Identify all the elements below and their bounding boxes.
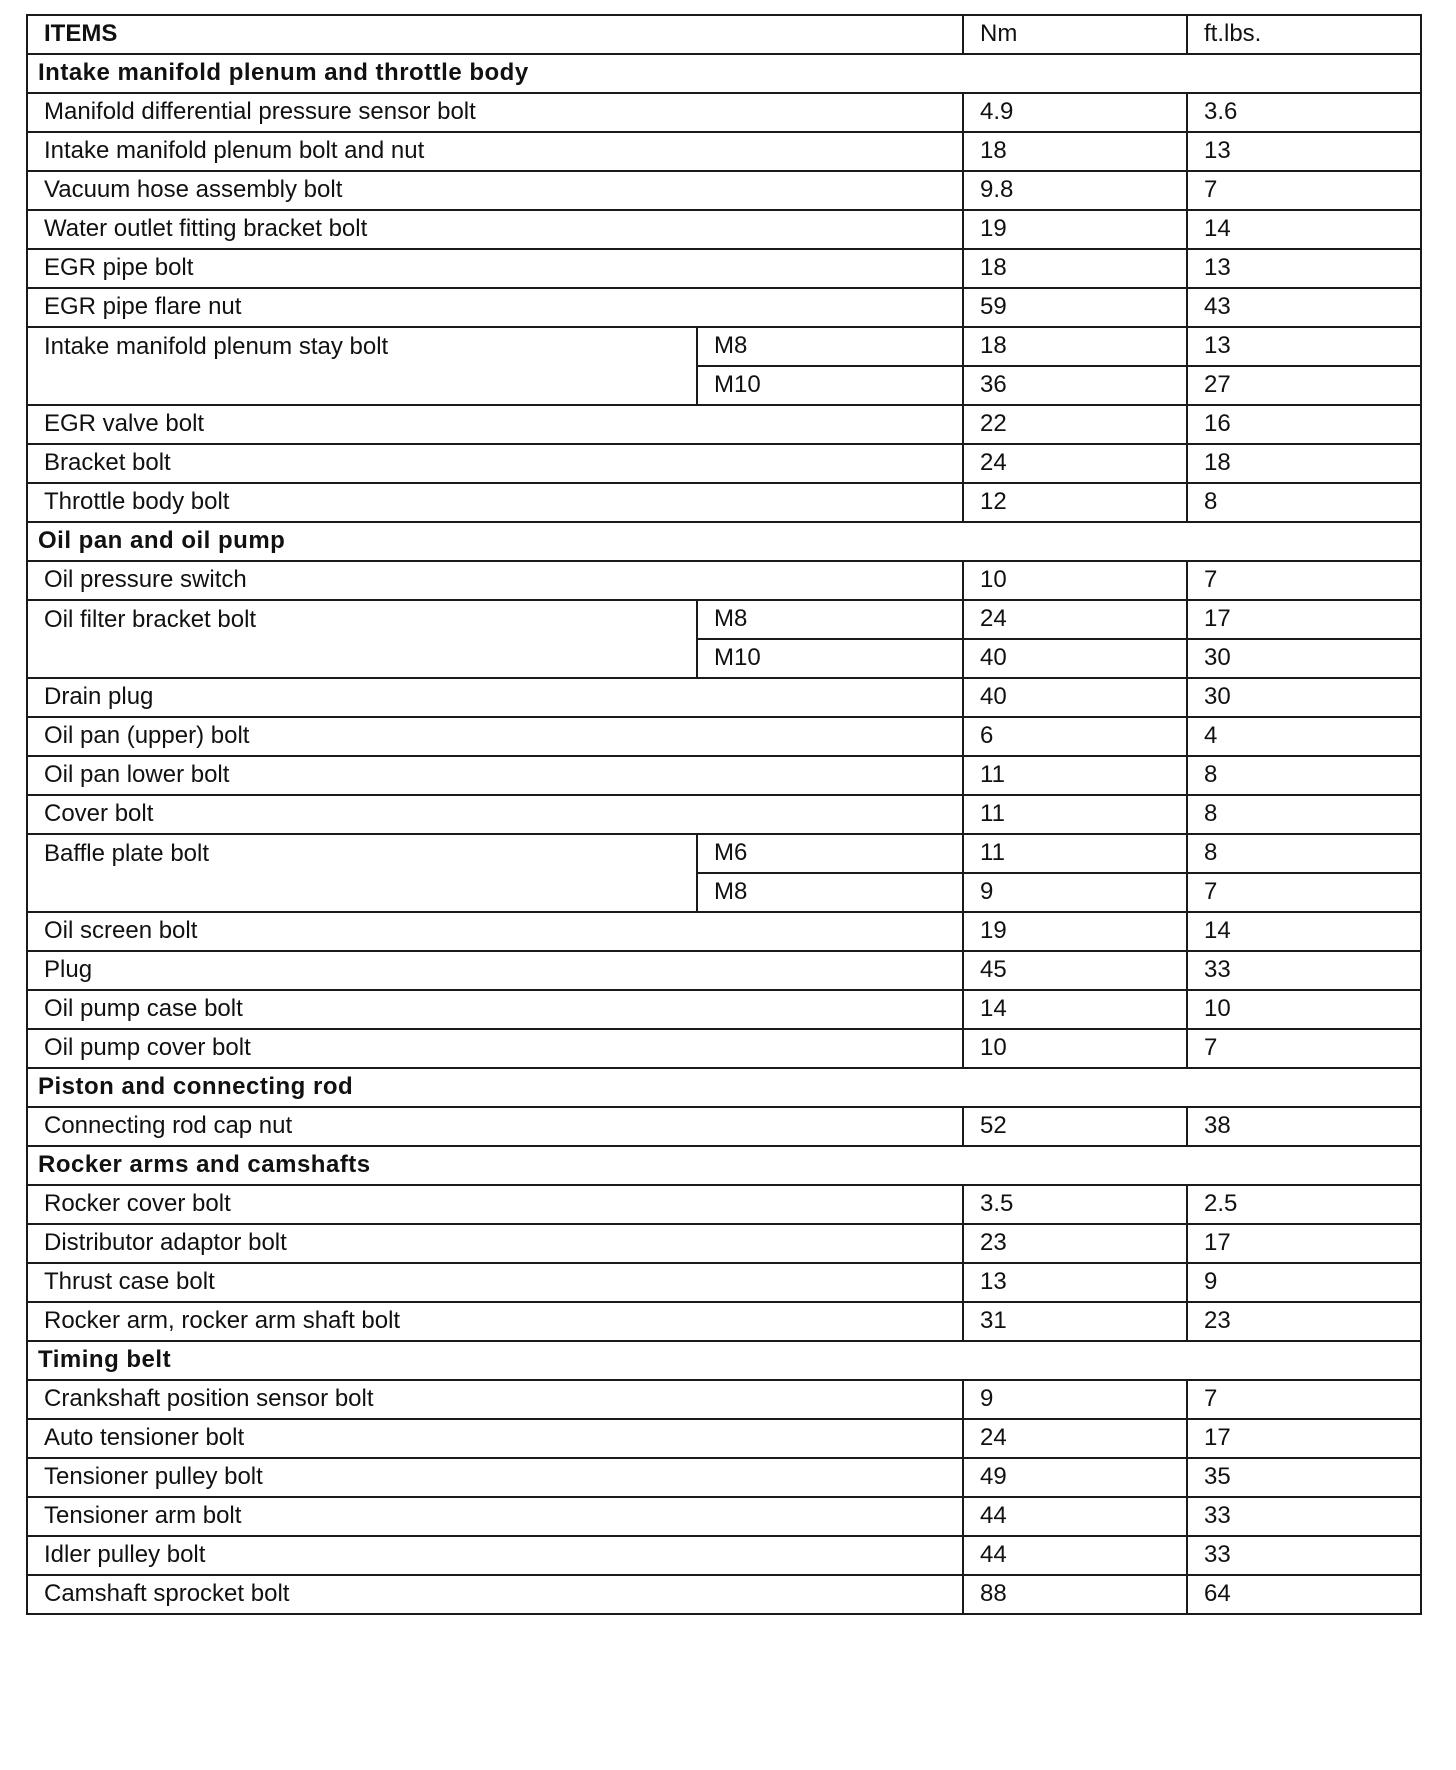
- section-title: Oil pan and oil pump: [27, 522, 1421, 561]
- header-ftlbs: ft.lbs.: [1187, 15, 1421, 54]
- table-row: [27, 756, 1421, 795]
- ftlbs-cell: 16: [1187, 405, 1421, 444]
- item-cell: Auto tensioner bolt: [27, 1419, 963, 1458]
- section-title: Intake manifold plenum and throttle body: [27, 54, 1421, 93]
- table-row: [27, 1224, 1421, 1263]
- ftlbs-cell: 43: [1187, 288, 1421, 327]
- table-row: [27, 951, 1421, 990]
- item-cell: Cover bolt: [27, 795, 963, 834]
- ftlbs-cell: 8: [1187, 834, 1421, 873]
- nm-cell: 10: [963, 1029, 1187, 1068]
- item-cell: EGR pipe flare nut: [27, 288, 963, 327]
- table-row: [27, 561, 1421, 600]
- section-title: Timing belt: [27, 1341, 1421, 1380]
- table-row: [27, 1497, 1421, 1536]
- nm-cell: 18: [963, 132, 1187, 171]
- ftlbs-cell: 33: [1187, 1536, 1421, 1575]
- item-cell: Tensioner pulley bolt: [27, 1458, 963, 1497]
- item-cell: Oil pan lower bolt: [27, 756, 963, 795]
- header-items: ITEMS: [27, 15, 963, 54]
- nm-cell: 14: [963, 990, 1187, 1029]
- size-cell: M8: [697, 873, 963, 912]
- item-cell: Crankshaft position sensor bolt: [27, 1380, 963, 1419]
- size-cell: M8: [697, 600, 963, 639]
- section-row: [27, 1068, 1421, 1107]
- ftlbs-cell: 33: [1187, 951, 1421, 990]
- ftlbs-cell: 14: [1187, 912, 1421, 951]
- item-cell: Distributor adaptor bolt: [27, 1224, 963, 1263]
- item-cell: Oil pan (upper) bolt: [27, 717, 963, 756]
- table-row: [27, 912, 1421, 951]
- table-header-row: [27, 15, 1421, 54]
- item-cell: Oil pressure switch: [27, 561, 963, 600]
- table-row: [27, 132, 1421, 171]
- item-cell: Throttle body bolt: [27, 483, 963, 522]
- ftlbs-cell: 8: [1187, 756, 1421, 795]
- nm-cell: 22: [963, 405, 1187, 444]
- torque-spec-table-body: [27, 15, 1421, 1614]
- size-cell: M6: [697, 834, 963, 873]
- table-row: [27, 1302, 1421, 1341]
- nm-cell: 11: [963, 795, 1187, 834]
- table-row: [27, 1107, 1421, 1146]
- table-row: [27, 171, 1421, 210]
- table-row: [27, 834, 1421, 873]
- item-cell: Oil screen bolt: [27, 912, 963, 951]
- item-cell: Oil pump case bolt: [27, 990, 963, 1029]
- nm-cell: 40: [963, 678, 1187, 717]
- nm-cell: 9: [963, 873, 1187, 912]
- table-row: [27, 1419, 1421, 1458]
- section-title: Rocker arms and camshafts: [27, 1146, 1421, 1185]
- ftlbs-cell: 38: [1187, 1107, 1421, 1146]
- ftlbs-cell: 30: [1187, 639, 1421, 678]
- table-row: [27, 1536, 1421, 1575]
- ftlbs-cell: 4: [1187, 717, 1421, 756]
- nm-cell: 3.5: [963, 1185, 1187, 1224]
- section-row: [27, 1341, 1421, 1380]
- table-row: [27, 1185, 1421, 1224]
- nm-cell: 18: [963, 249, 1187, 288]
- nm-cell: 10: [963, 561, 1187, 600]
- section-title: Piston and connecting rod: [27, 1068, 1421, 1107]
- item-cell: Bracket bolt: [27, 444, 963, 483]
- item-cell: Intake manifold plenum bolt and nut: [27, 132, 963, 171]
- table-row: [27, 1380, 1421, 1419]
- section-row: [27, 54, 1421, 93]
- ftlbs-cell: 7: [1187, 1029, 1421, 1068]
- nm-cell: 6: [963, 717, 1187, 756]
- table-row: [27, 1575, 1421, 1614]
- item-cell: Baffle plate bolt: [27, 834, 697, 912]
- ftlbs-cell: 3.6: [1187, 93, 1421, 132]
- size-cell: M10: [697, 639, 963, 678]
- nm-cell: 11: [963, 834, 1187, 873]
- header-nm: Nm: [963, 15, 1187, 54]
- table-row: [27, 483, 1421, 522]
- table-row: [27, 444, 1421, 483]
- torque-spec-table: [26, 14, 1422, 1615]
- item-cell: Plug: [27, 951, 963, 990]
- ftlbs-cell: 7: [1187, 873, 1421, 912]
- table-row: [27, 93, 1421, 132]
- ftlbs-cell: 7: [1187, 561, 1421, 600]
- section-row: [27, 522, 1421, 561]
- ftlbs-cell: 2.5: [1187, 1185, 1421, 1224]
- nm-cell: 52: [963, 1107, 1187, 1146]
- nm-cell: 88: [963, 1575, 1187, 1614]
- ftlbs-cell: 9: [1187, 1263, 1421, 1302]
- table-row: [27, 249, 1421, 288]
- nm-cell: 24: [963, 444, 1187, 483]
- table-row: [27, 678, 1421, 717]
- nm-cell: 9.8: [963, 171, 1187, 210]
- size-cell: M8: [697, 327, 963, 366]
- ftlbs-cell: 27: [1187, 366, 1421, 405]
- item-cell: Rocker cover bolt: [27, 1185, 963, 1224]
- nm-cell: 4.9: [963, 93, 1187, 132]
- ftlbs-cell: 8: [1187, 483, 1421, 522]
- item-cell: Oil filter bracket bolt: [27, 600, 697, 678]
- table-row: [27, 405, 1421, 444]
- nm-cell: 12: [963, 483, 1187, 522]
- nm-cell: 49: [963, 1458, 1187, 1497]
- nm-cell: 45: [963, 951, 1187, 990]
- ftlbs-cell: 7: [1187, 1380, 1421, 1419]
- table-row: [27, 210, 1421, 249]
- ftlbs-cell: 13: [1187, 132, 1421, 171]
- ftlbs-cell: 8: [1187, 795, 1421, 834]
- table-row: [27, 795, 1421, 834]
- ftlbs-cell: 14: [1187, 210, 1421, 249]
- item-cell: Thrust case bolt: [27, 1263, 963, 1302]
- size-cell: M10: [697, 366, 963, 405]
- table-row: [27, 1263, 1421, 1302]
- table-row: [27, 327, 1421, 366]
- table-row: [27, 1029, 1421, 1068]
- nm-cell: 24: [963, 1419, 1187, 1458]
- item-cell: Manifold differential pressure sensor bolt: [27, 93, 963, 132]
- ftlbs-cell: 35: [1187, 1458, 1421, 1497]
- ftlbs-cell: 17: [1187, 600, 1421, 639]
- item-cell: Rocker arm, rocker arm shaft bolt: [27, 1302, 963, 1341]
- table-row: [27, 717, 1421, 756]
- ftlbs-cell: 30: [1187, 678, 1421, 717]
- ftlbs-cell: 64: [1187, 1575, 1421, 1614]
- ftlbs-cell: 13: [1187, 249, 1421, 288]
- ftlbs-cell: 33: [1187, 1497, 1421, 1536]
- item-cell: Connecting rod cap nut: [27, 1107, 963, 1146]
- ftlbs-cell: 7: [1187, 171, 1421, 210]
- nm-cell: 13: [963, 1263, 1187, 1302]
- nm-cell: 19: [963, 912, 1187, 951]
- ftlbs-cell: 23: [1187, 1302, 1421, 1341]
- ftlbs-cell: 17: [1187, 1224, 1421, 1263]
- nm-cell: 9: [963, 1380, 1187, 1419]
- nm-cell: 36: [963, 366, 1187, 405]
- nm-cell: 44: [963, 1536, 1187, 1575]
- nm-cell: 59: [963, 288, 1187, 327]
- ftlbs-cell: 17: [1187, 1419, 1421, 1458]
- nm-cell: 40: [963, 639, 1187, 678]
- nm-cell: 11: [963, 756, 1187, 795]
- table-row: [27, 288, 1421, 327]
- item-cell: Water outlet fitting bracket bolt: [27, 210, 963, 249]
- nm-cell: 19: [963, 210, 1187, 249]
- table-row: [27, 600, 1421, 639]
- item-cell: Vacuum hose assembly bolt: [27, 171, 963, 210]
- item-cell: Drain plug: [27, 678, 963, 717]
- nm-cell: 18: [963, 327, 1187, 366]
- item-cell: Idler pulley bolt: [27, 1536, 963, 1575]
- nm-cell: 23: [963, 1224, 1187, 1263]
- nm-cell: 44: [963, 1497, 1187, 1536]
- item-cell: EGR valve bolt: [27, 405, 963, 444]
- item-cell: Camshaft sprocket bolt: [27, 1575, 963, 1614]
- nm-cell: 24: [963, 600, 1187, 639]
- item-cell: EGR pipe bolt: [27, 249, 963, 288]
- item-cell: Tensioner arm bolt: [27, 1497, 963, 1536]
- section-row: [27, 1146, 1421, 1185]
- ftlbs-cell: 10: [1187, 990, 1421, 1029]
- ftlbs-cell: 13: [1187, 327, 1421, 366]
- item-cell: Oil pump cover bolt: [27, 1029, 963, 1068]
- nm-cell: 31: [963, 1302, 1187, 1341]
- table-row: [27, 990, 1421, 1029]
- ftlbs-cell: 18: [1187, 444, 1421, 483]
- item-cell: Intake manifold plenum stay bolt: [27, 327, 697, 405]
- table-row: [27, 1458, 1421, 1497]
